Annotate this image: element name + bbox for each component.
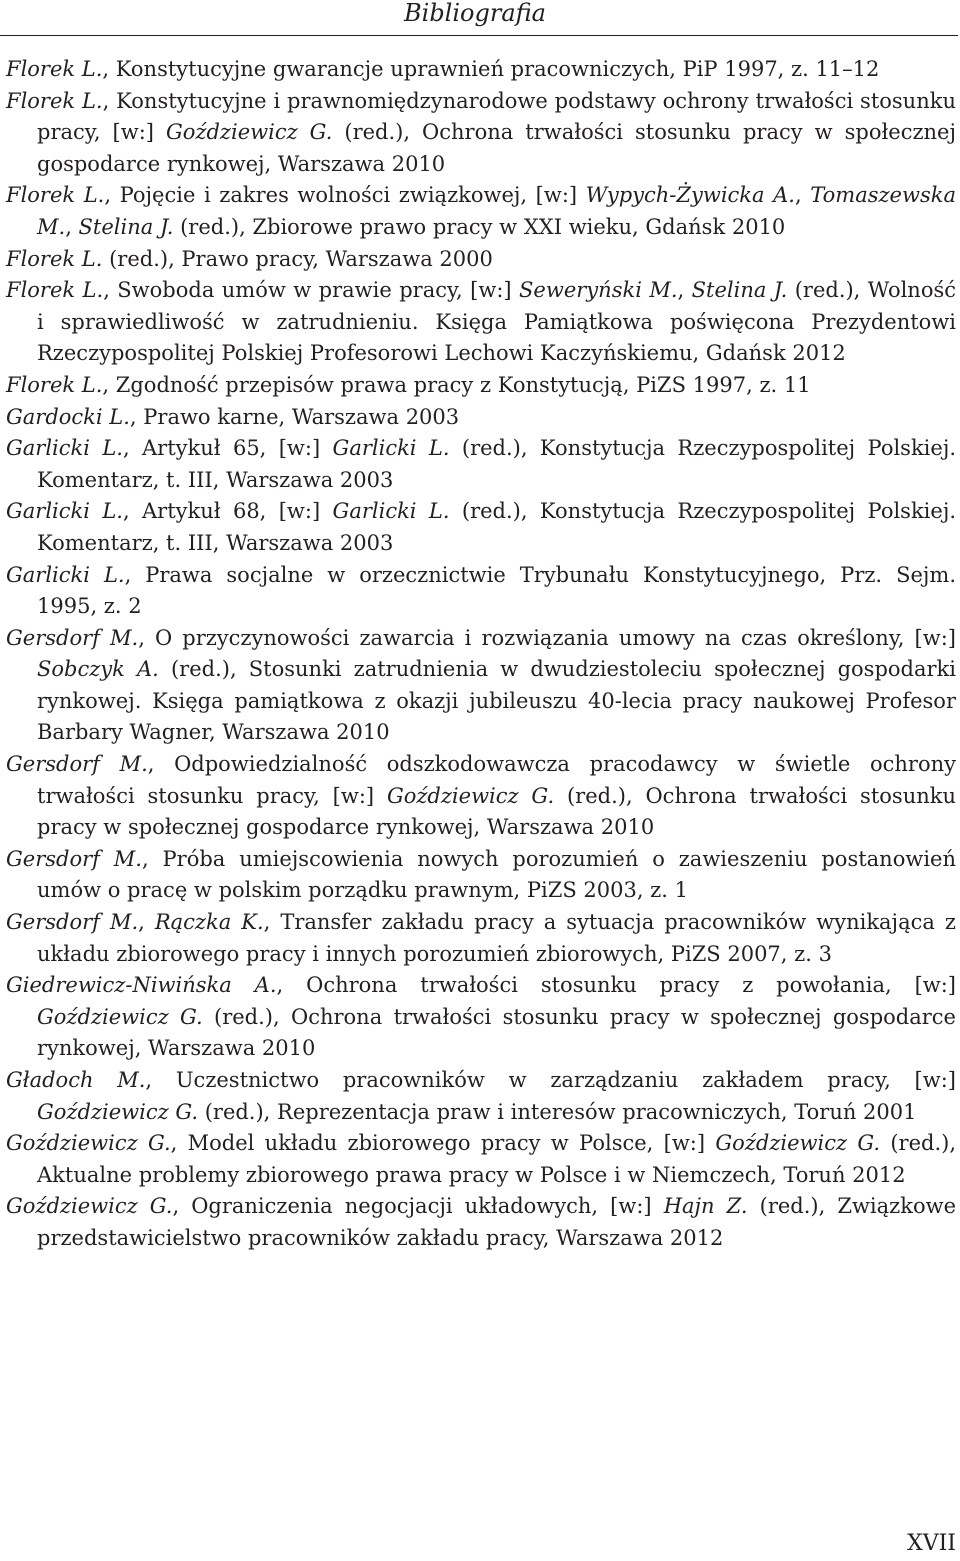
entry-text: , Konstytucyjne gwarancje uprawnień pracowniczych, PiP 1997, z. 11–12 <box>102 57 880 81</box>
entry-text: (red.), Aktualne problemy zbiorowego prawa pracy w Polsce i w Niemczech, Toruń 2012 <box>37 1131 956 1187</box>
entry-author-or-editor: Garlicki L. <box>332 499 450 524</box>
bibliography-entry <box>6 1128 956 1191</box>
entry-text: , <box>138 910 155 935</box>
entry-text: , Prawo karne, Warszawa 2003 <box>129 404 460 429</box>
bibliography-entry <box>6 275 956 370</box>
entry-author-or-editor: Goździewicz G. <box>6 1131 171 1156</box>
entry-text: (red.), Konstytucja Rzeczypospolitej Polskiej. Komentarz, t. III, Warszawa 2003 <box>37 499 957 555</box>
entry-text: , Swoboda umów w prawie pracy, [w:] <box>103 278 520 303</box>
page-number: XVII <box>907 1531 956 1556</box>
bibliography-entry <box>6 370 956 402</box>
entry-text: (red.), Reprezentacja praw i interesów pracowniczych, Toruń 2001 <box>198 1099 917 1124</box>
entry-text: (red.), Stosunki zatrudnienia w dwudziestoleciu społecznej gospodarki rynkowej. Księga pamiątkowa z okazji jubileuszu 40-lecia pracy naukowej Profesor Barbary Wagner, Warszawa 2010 <box>37 657 956 745</box>
entry-text: , <box>794 183 811 208</box>
entry-author-or-editor: Goździewicz G. <box>386 783 555 808</box>
bibliography-entry <box>6 1065 956 1128</box>
entry-text: (red.), Ochrona trwałości stosunku pracy w społecznej gospodarce rynkowej, Warszawa 2010 <box>37 120 956 176</box>
entry-author-or-editor: Garlicki L. <box>6 562 125 587</box>
entry-text: , Artykuł 68, [w:] <box>122 499 333 524</box>
entry-text: , Uczestnictwo pracowników w zarządzaniu zakładem pracy, [w:] <box>145 1068 956 1092</box>
entry-author-or-editor: Goździewicz G. <box>37 1004 203 1029</box>
entry-author-or-editor: Florek L. <box>6 88 103 113</box>
entry-author-or-editor: Gardocki L. <box>6 404 130 429</box>
entry-author-or-editor: Garlicki L. <box>332 436 450 461</box>
bibliography-entry <box>6 54 956 86</box>
bibliography-entry <box>6 749 956 844</box>
entry-author-or-editor: Goździewicz G. <box>37 1099 199 1124</box>
entry-author-or-editor: Hajn Z. <box>663 1194 748 1219</box>
entry-author-or-editor: Giedrewicz-Niwińska A. <box>6 973 277 998</box>
entry-text: , Artykuł 65, [w:] <box>122 436 333 461</box>
bibliography-entry <box>6 844 956 907</box>
bibliography-list <box>6 54 956 1255</box>
entry-text: (red.), Wolność i sprawiedliwość w zatrudnieniu. Księga Pamiątkowa poświęcona Prezydentowi Rzeczypospolitej Polskiej Profesorowi Lechowi Kaczyńskiemu, Gdańsk 2012 <box>37 278 957 366</box>
bibliography-entry <box>6 1191 956 1254</box>
entry-text: (red.), Związkowe przedstawicielstwo pracowników zakładu pracy, Warszawa 2012 <box>37 1194 957 1250</box>
bibliography-entry <box>6 560 956 623</box>
running-header <box>0 0 958 36</box>
entry-author-or-editor: Gładoch M. <box>6 1068 146 1092</box>
entry-text: , Konstytucyjne i prawnomiędzynarodowe podstawy ochrony trwałości stosunku pracy, [w:] <box>37 88 956 145</box>
entry-text: (red.), Ochrona trwałości stosunku pracy w społecznej gospodarce rynkowej, Warszawa 2010 <box>37 1004 956 1061</box>
entry-author-or-editor: Wypych-Żywicka A. <box>585 183 795 208</box>
entry-text: , <box>677 278 692 303</box>
entry-author-or-editor: Tomaszewska M. <box>37 183 956 239</box>
entry-author-or-editor: Seweryński M. <box>519 278 678 303</box>
entry-text: , Odpowiedzialność odszkodowawcza pracodawcy w świetle ochrony trwałości stosunku pracy, [w:] <box>37 752 956 808</box>
bibliography-entry <box>6 623 956 749</box>
entry-author-or-editor: Gersdorf M. <box>6 910 139 935</box>
entry-text: , Pojęcie i zakres wolności związkowej, [w:] <box>104 183 586 208</box>
bibliography-entry <box>6 496 956 559</box>
entry-text: , Ochrona trwałości stosunku pracy z powołania, [w:] <box>276 973 956 998</box>
entry-author-or-editor: Florek L. <box>6 57 103 81</box>
bibliography-entry <box>6 402 956 434</box>
entry-text: (red.), Ochrona trwałości stosunku pracy w społecznej gospodarce rynkowej, Warszawa 2010 <box>37 783 956 840</box>
entry-author-or-editor: Gersdorf M. <box>6 625 139 650</box>
entry-text: (red.), Konstytucja Rzeczypospolitej Polskiej. Komentarz, t. III, Warszawa 2003 <box>37 436 957 492</box>
entry-author-or-editor: Florek L. <box>6 183 105 208</box>
bibliography-entry <box>6 86 956 181</box>
entry-author-or-editor: Stelina J. <box>691 278 788 303</box>
bibliography-entry <box>6 970 956 1065</box>
entry-author-or-editor: Florek L. <box>6 372 103 397</box>
entry-author-or-editor: Garlicki L. <box>6 436 123 461</box>
bibliography-entry <box>6 433 956 496</box>
entry-author-or-editor: Goździewicz G. <box>166 120 333 145</box>
entry-text: , Zgodność przepisów prawa pracy z Konstytucją, PiZS 1997, z. 11 <box>102 372 811 397</box>
entry-text: , Próba umiejscowienia nowych porozumień o zawieszeniu postanowień umów o pracę w polskim porządku prawnym, PiZS 2003, z. 1 <box>37 846 956 903</box>
entry-author-or-editor: Florek L. <box>6 246 103 271</box>
section-title: Bibliografia <box>404 0 546 27</box>
entry-author-or-editor: Goździewicz G. <box>715 1131 881 1156</box>
entry-text: , <box>65 214 79 239</box>
entry-text: (red.), Zbiorowe prawo pracy w XXI wieku, Gdańsk 2010 <box>173 214 786 239</box>
entry-author-or-editor: Goździewicz G. <box>6 1194 173 1219</box>
entry-text: , O przyczynowości zawarcia i rozwiązania umowy na czas określony, [w:] <box>138 625 956 650</box>
entry-author-or-editor: Stelina J. <box>78 214 174 239</box>
entry-author-or-editor: Rączka K. <box>154 910 264 935</box>
entry-author-or-editor: Gersdorf M. <box>6 752 148 777</box>
entry-text: (red.), Prawo pracy, Warszawa 2000 <box>102 246 493 271</box>
bibliography-entry <box>6 180 956 243</box>
entry-text: , Prawa socjalne w orzecznictwie Trybunału Konstytucyjnego, Prz. Sejm. 1995, z. 2 <box>37 562 956 619</box>
entry-author-or-editor: Garlicki L. <box>6 499 123 524</box>
entry-author-or-editor: Gersdorf M. <box>6 846 142 871</box>
entry-text: , Transfer zakładu pracy a sytuacja pracowników wynikająca z układu zbiorowego pracy i innych porozumień zbiorowych, PiZS 2007, z. 3 <box>37 910 956 966</box>
entry-text: , Model układu zbiorowego pracy w Polsce, [w:] <box>170 1131 716 1156</box>
entry-author-or-editor: Florek L. <box>6 278 104 303</box>
bibliography-entry <box>6 907 956 970</box>
bibliography-entry <box>6 244 956 276</box>
entry-text: , Ograniczenia negocjacji układowych, [w:] <box>172 1194 664 1219</box>
entry-author-or-editor: Sobczyk A. <box>37 657 159 682</box>
